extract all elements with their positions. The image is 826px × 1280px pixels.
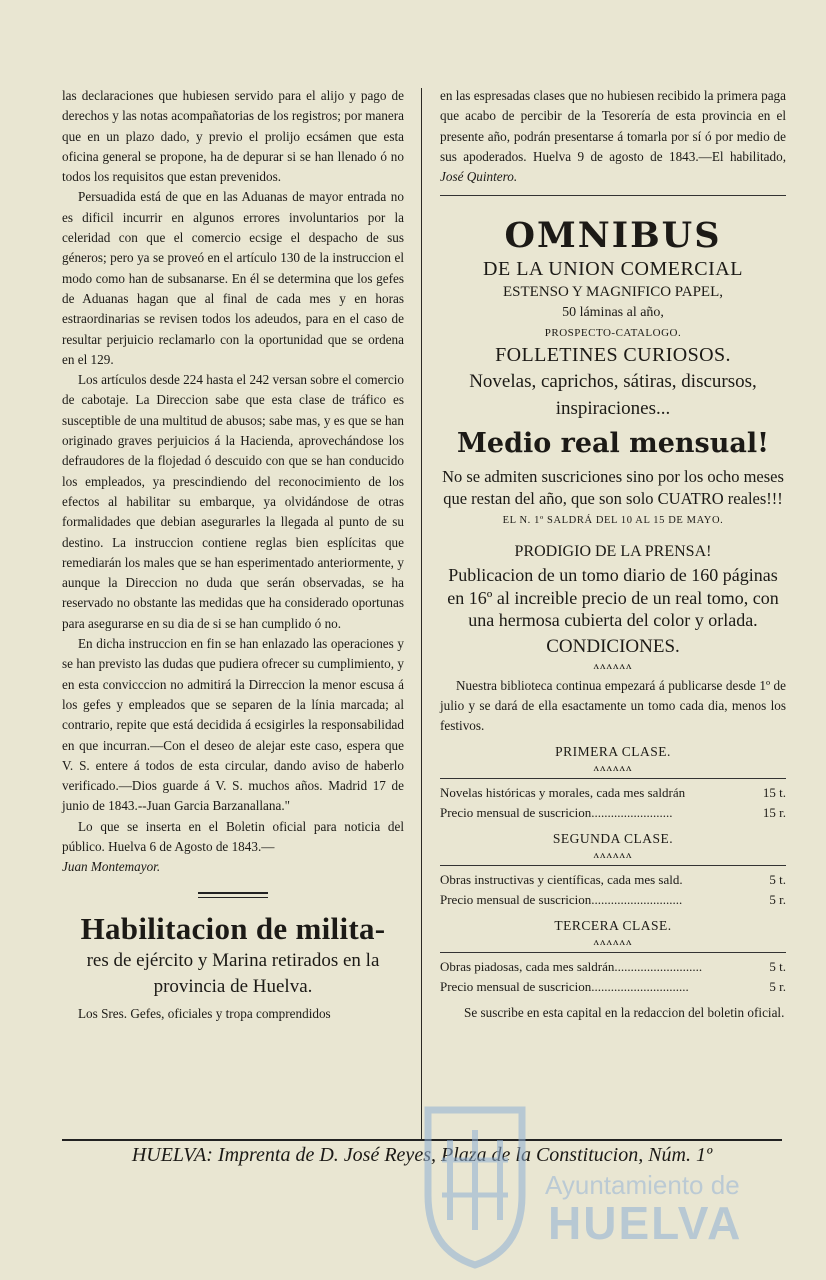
ad-conditions-heading: CONDICIONES. — [546, 635, 680, 657]
price-label: Precio mensual de suscricion......................... — [440, 804, 673, 820]
price-value: 5 r. — [769, 891, 786, 907]
price-row — [440, 957, 786, 977]
price-row — [440, 870, 786, 890]
price-label: Novelas históricas y morales, cada mes saldrán — [440, 784, 686, 800]
conditions-text: Nuestra biblioteca continua empezará á publicarse desde 1º de julio y se dará de ella esactamente un tomo cada dia, menos los festivos. — [440, 677, 786, 733]
class-1-heading: PRIMERA CLASE. — [555, 743, 671, 759]
watermark — [420, 1100, 760, 1270]
section-text: Los Sres. Gefes, oficiales y tropa comprendidos — [78, 1005, 331, 1021]
left-column — [62, 86, 404, 1024]
watermark-line-2: HUELVA — [548, 1197, 743, 1249]
imprint-line: HUELVA: Imprenta de D. José Reyes, Plaza de la Constitucion, Núm. 1º — [131, 1144, 713, 1166]
ad-line-10: PRODIGIO DE LA PRENSA! — [514, 543, 712, 561]
section-divider-thin — [198, 897, 268, 898]
ornament-icon: ᴧᴧᴧᴧᴧᴧ — [593, 761, 633, 774]
paragraph-1: las declaraciones que hubiesen servido para el alijo y pago de derechos y las notas acompañatorias de los registros; por manera que en un plazo dado, y previo el prolijo ecsámen que esta oficina general se propone, ha de depurar si se han llenado ó no todos los requisitos que estan prevenidos. — [62, 88, 404, 185]
right-column — [440, 86, 786, 1023]
ad-line-6: Novelas, caprichos, sátiras, discursos, inspiraciones... — [469, 371, 757, 420]
signature-quintero: José Quintero. — [440, 169, 518, 185]
price-value: 5 t. — [769, 958, 786, 974]
ad-line-5: FOLLETINES CURIOSOS. — [495, 344, 731, 367]
ad-line-11: Publicacion de un tomo diario de 160 páginas en 16º al increible precio de un real tomo, con una hermosa cubierta del color y orlada. — [447, 565, 779, 631]
signature-montemayor: Juan Montemayor. — [62, 859, 161, 875]
price-value: 5 t. — [769, 871, 786, 887]
ad-title: OMNIBUS — [504, 215, 722, 257]
price-label: Precio mensual de suscricion............................ — [440, 891, 683, 907]
price-value: 5 r. — [769, 978, 786, 994]
coat-of-arms-icon — [420, 1100, 530, 1270]
class-2-heading: SEGUNDA CLASE. — [552, 830, 674, 846]
price-row — [440, 783, 786, 803]
omnibus-advertisement — [440, 216, 786, 1023]
ad-headline-price: Medio real mensual! — [457, 428, 769, 460]
ad-line-1: DE LA UNION COMERCIAL — [483, 258, 743, 281]
paragraph-4: En dicha instruccion en fin se han enlazado las operaciones y se han previsto las dudas que pudiera ofrecer su cumplimiento, y en esta convicccion no admitirá la Dirreccion la menor escusa á los gefes y empleados que se separen de la línia marcada; al contrario, repite que está decidida á ecsigirles la responsabilidad en que incurran.—Con el deseo de alejar este caso, espera que V. S. entere á todos de esta circular, dando aviso de haberlo verificado.—Dios guarde á V. S. muchos años. Madrid 17 de junio de 1843.--Juan Garcia Barzanallana." — [62, 636, 404, 814]
continuation-text — [440, 86, 786, 187]
price-label: Obras piadosas, cada mes saldrán........................... — [440, 958, 703, 974]
class-1-divider — [440, 778, 786, 779]
watermark-line-1: Ayuntamiento de — [545, 1170, 740, 1200]
ornament-icon: ᴧᴧᴧᴧᴧᴧ — [593, 659, 633, 672]
section-divider-thick — [198, 892, 268, 894]
ad-line-9: EL N. 1º SALDRÁ DEL 10 AL 15 DE MAYO. — [502, 515, 724, 527]
section-subtitle-2: provincia de Huelva. — [153, 975, 313, 997]
class-3-heading: TERCERA CLASE. — [554, 917, 672, 933]
ad-line-4: PROSPECTO-CATALOGO. — [544, 327, 682, 340]
price-label: Obras instructivas y científicas, cada mes sald. — [440, 871, 683, 887]
class-2-divider — [440, 865, 786, 866]
paragraph-3: Los artículos desde 224 hasta el 242 versan sobre el comercio de cabotaje. La Direccion sabe que esta clase de tráfico es susceptible de una multitud de abusos; sabe mas, y es que se han originado graves perjuicios á la Hacienda, aprovechándose los defraudores de la flojedad ó descuido con que se han conducido los empleados, ya prescindiendo del reconocimiento de los efectos al habilitar su embarque, ya olvidándose de otras formalidades que debian asegurarles la llegada al punto de su destino. La instruccion contiene reglas bien esplícitas que remediarán los males que se han esperimentado anteriormente, y aunque la Direccion no duda que serán observadas, se ha reservado no obstante las medidas que ha considerado oportunas para asegurarse en su dia de si se han cumplido ó no. — [62, 372, 404, 631]
price-value: 15 t. — [762, 784, 786, 800]
continuation-body: en las espresadas clases que no hubiesen recibido la primera paga que acabo de percibir de la Tesorería de esta provincia en el presente año, podrán presentarse á tomarla por sí ó por medio de sus apoderados. Huelva 9 de agosto de 1843.—El habilitado, — [440, 88, 786, 164]
ornament-icon: ᴧᴧᴧᴧᴧᴧ — [593, 935, 633, 948]
ad-divider-top — [440, 195, 786, 196]
column-divider — [421, 88, 422, 1140]
ad-line-8: No se admiten suscriciones sino por los ocho meses que restan del año, que son solo CUATRO reales!!! — [442, 467, 784, 509]
section-subtitle-1: res de ejército y Marina retirados en la — [86, 949, 380, 971]
price-value: 15 r. — [762, 804, 786, 820]
ad-line-2: ESTENSO Y MAGNIFICO PAPEL, — [502, 284, 724, 301]
price-row — [440, 890, 786, 910]
ad-line-3: 50 láminas al año, — [562, 305, 664, 321]
price-row — [440, 803, 786, 823]
price-row — [440, 977, 786, 997]
class-3-divider — [440, 952, 786, 953]
section-title: Habilitacion de milita- — [80, 910, 386, 946]
paragraph-2: Persuadida está de que en las Aduanas de mayor entrada no es dificil incurrir en algunos errores involuntarios por la celeridad con que el comercio ecsige el despacho de sus géneros; pero ya se proveó en el artículo 130 de la instruccion el modo como han de subsanarse. En él se determina que los gefes de Aduanas hagan que al final de cada mes y en horas estraordinarias se revisen todos los adeudos, para en el caso de resultar perjuicio reclamarlo con la oportunidad que se ordena en el 129. — [62, 189, 404, 367]
ornament-icon: ᴧᴧᴧᴧᴧᴧ — [593, 848, 633, 861]
price-label: Precio mensual de suscricion.............................. — [440, 978, 689, 994]
subscription-note: Se suscribe en esta capital en la redaccion del boletin oficial. — [464, 1004, 785, 1020]
paragraph-5: Lo que se inserta en el Boletin oficial para noticia del público. Huelva 6 de Agosto de 1843.— — [62, 818, 404, 854]
